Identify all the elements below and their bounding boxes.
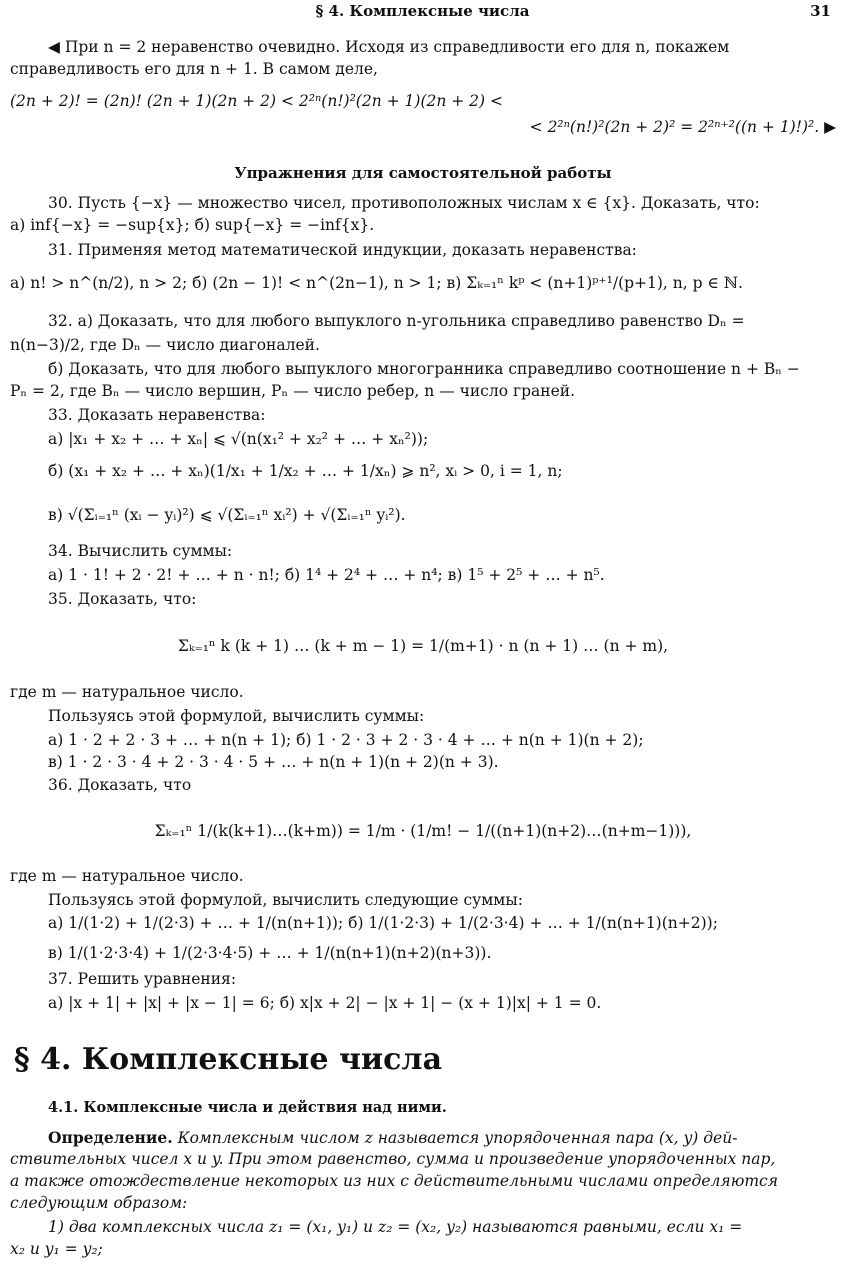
definition-line-1 [48, 1128, 836, 1148]
exercise-37-line-2: а) |x + 1| + |x| + |x − 1| = 6; б) x|x + 2| − |x + 1| − (x + 1)|x| + 1 = 0. [48, 994, 602, 1012]
exercise-30-line-2: а) inf{−x} = −sup{x}; б) sup{−x} = −inf{x}. [10, 216, 375, 234]
exercise-31-line-1: 31. Применяя метод математической индукции, доказать неравенства: [48, 241, 637, 259]
definition-line-4: следующим образом: [10, 1194, 188, 1212]
exercise-32-line-1: 32. а) Доказать, что для любого выпуклого n-угольника справедливо равенство Dₙ = [48, 312, 745, 330]
subsection-title: 4.1. Комплексные числа и действия над ними. [48, 1099, 447, 1116]
exercise-33-line-4: в) √(Σᵢ₌₁ⁿ (xᵢ − yᵢ)²) ⩽ √(Σᵢ₌₁ⁿ xᵢ²) + √(Σᵢ₌₁ⁿ yᵢ²). [48, 506, 406, 524]
exercise-35-formula: Σₖ₌₁ⁿ k (k + 1) … (k + m − 1) = 1/(m+1) · n (n + 1) … (n + m), [177, 637, 669, 655]
definition-line-3: а также отождествление некоторых из них с действительными числами определяются [10, 1172, 778, 1190]
definition-line-6: x₂ и y₁ = y₂; [10, 1240, 103, 1258]
exercise-30-line-1: 30. Пусть {−x} — множество чисел, противоположных числам x ∈ {x}. Доказать, что: [48, 194, 760, 212]
definition-label: Определение. [48, 1128, 173, 1147]
exercise-35-line-1: 35. Доказать, что: [48, 590, 197, 608]
running-header [0, 2, 845, 22]
exercise-36-formula: Σₖ₌₁ⁿ 1/(k(k+1)…(k+m)) = 1/m · (1/m! − 1/((n+1)(n+2)…(n+m−1))), [154, 822, 692, 840]
exercise-33-line-3: б) (x₁ + x₂ + … + xₙ)(1/x₁ + 1/x₂ + … + 1/xₙ) ⩾ n², xᵢ > 0, i = 1, n; [48, 462, 563, 480]
exercise-32-line-2: n(n−3)/2, где Dₙ — число диагоналей. [10, 336, 320, 354]
definition-line-5: 1) два комплексных числа z₁ = (x₁, y₁) и z₂ = (x₂, y₂) называются равными, если x₁ = [48, 1218, 743, 1236]
exercise-35-line-5: в) 1 · 2 · 3 · 4 + 2 · 3 · 4 · 5 + … + n(n + 1)(n + 2)(n + 3). [48, 753, 499, 771]
exercise-36-line-4: а) 1/(1·2) + 1/(2·3) + … + 1/(n(n+1)); б) 1/(1·2·3) + 1/(2·3·4) + … + 1/(n(n+1)(n+2)); [48, 914, 718, 932]
exercise-32-line-3: б) Доказать, что для любого выпуклого многогранника справедливо соотношение n + Bₙ − [48, 360, 800, 378]
exercise-35-line-2: где m — натуральное число. [10, 683, 244, 701]
exercise-31-line-2: а) n! > n^(n/2), n > 2; б) (2n − 1)! < n^(2n−1), n > 1; в) Σₖ₌₁ⁿ kᵖ < (n+1)ᵖ⁺¹/(p+1), n, p ∈ ℕ. [10, 274, 743, 292]
exercise-34-line-2: а) 1 · 1! + 2 · 2! + … + n · n!; б) 1⁴ + 2⁴ + … + n⁴; в) 1⁵ + 2⁵ + … + n⁵. [48, 566, 605, 584]
proof-line-2: справедливость его для n + 1. В самом деле, [10, 60, 378, 78]
section-title: § 4. Комплексные числа [14, 1042, 443, 1077]
proof-line-1: ◀ При n = 2 неравенство очевидно. Исходя из справедливости его для n, покажем [48, 38, 730, 56]
exercise-32-line-4: Pₙ = 2, где Bₙ — число вершин, Pₙ — число ребер, n — число граней. [10, 382, 575, 400]
page-number: 31 [810, 2, 831, 20]
exercise-33-line-2: а) |x₁ + x₂ + … + xₙ| ⩽ √(n(x₁² + x₂² + … + xₙ²)); [48, 430, 429, 448]
exercise-36-line-1: 36. Доказать, что [48, 776, 192, 794]
definition-line-2: ствительных чисел x и y. При этом равенство, сумма и произведение упорядоченных пар, [10, 1150, 776, 1168]
exercise-36-line-5: в) 1/(1·2·3·4) + 1/(2·3·4·5) + … + 1/(n(n+1)(n+2)(n+3)). [48, 944, 492, 962]
exercise-35-line-3: Пользуясь этой формулой, вычислить суммы: [48, 707, 425, 725]
exercises-heading: Упражнения для самостоятельной работы [234, 164, 612, 182]
exercise-34-line-1: 34. Вычислить суммы: [48, 542, 233, 560]
proof-equation-2: < 2²ⁿ(n!)²(2n + 2)² = 2²ⁿ⁺²((n + 1)!)². ▶ [529, 118, 836, 136]
definition-text-1: Комплексным числом z называется упорядоченная пара (x, y) дей- [177, 1129, 738, 1147]
header-title: § 4. Комплексные числа [315, 2, 530, 20]
exercise-37-line-1: 37. Решить уравнения: [48, 970, 237, 988]
exercise-36-line-3: Пользуясь этой формулой, вычислить следующие суммы: [48, 891, 523, 909]
exercise-35-line-4: а) 1 · 2 + 2 · 3 + … + n(n + 1); б) 1 · 2 · 3 + 2 · 3 · 4 + … + n(n + 1)(n + 2); [48, 731, 644, 749]
proof-equation-1: (2n + 2)! = (2n)! (2n + 1)(2n + 2) < 2²ⁿ(n!)²(2n + 1)(2n + 2) < [10, 92, 504, 110]
exercise-36-line-2: где m — натуральное число. [10, 867, 244, 885]
exercise-33-line-1: 33. Доказать неравенства: [48, 406, 266, 424]
